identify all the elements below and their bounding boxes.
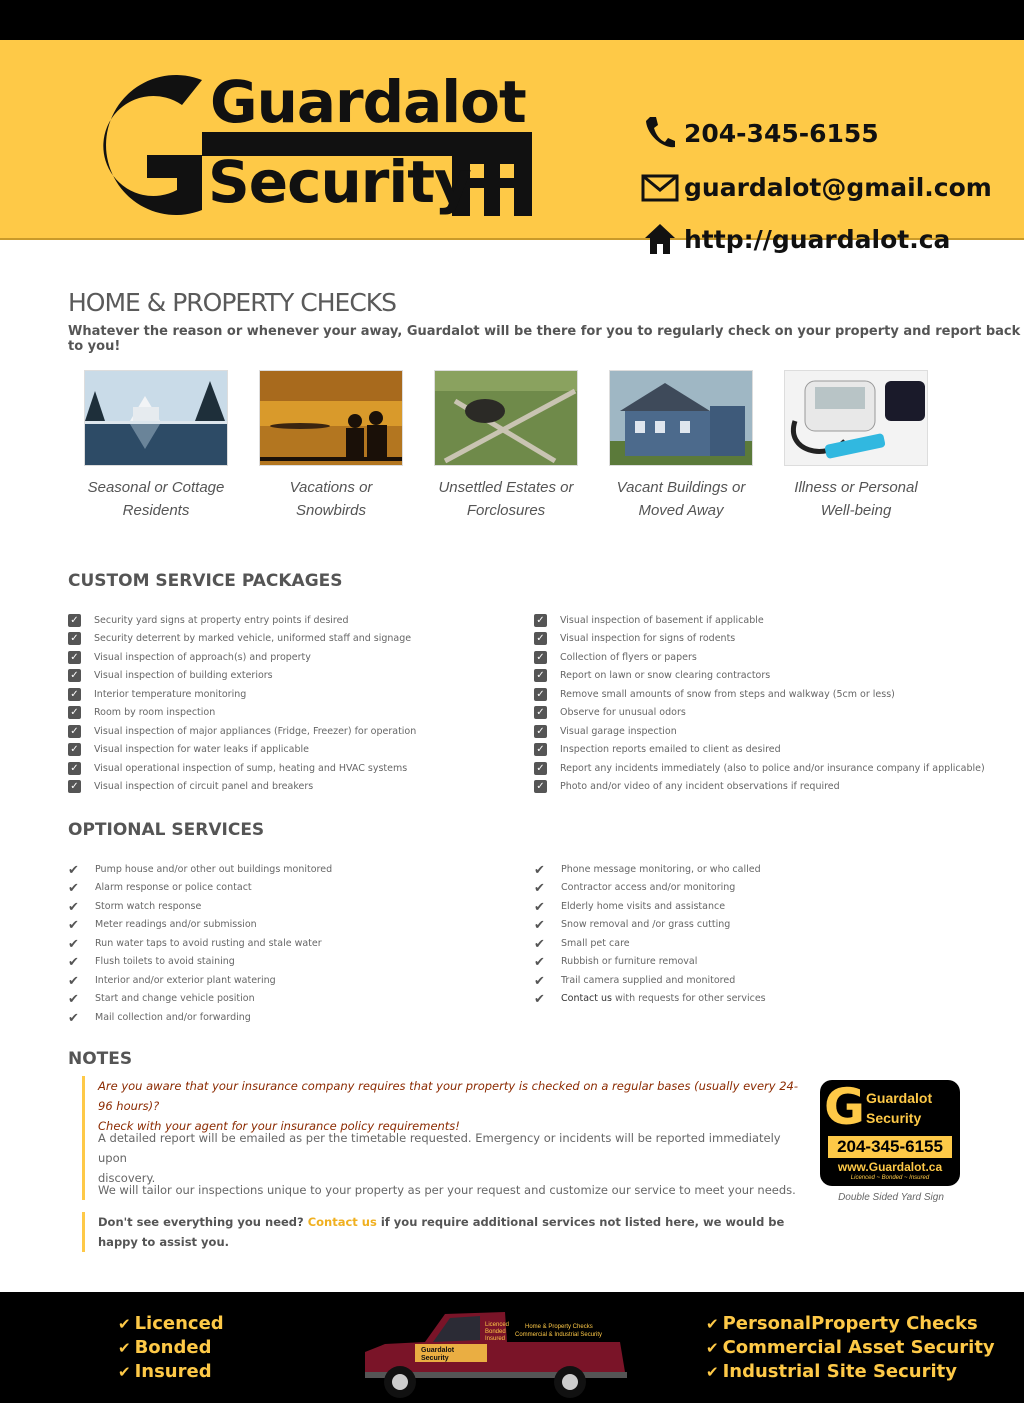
list-item: ✓ Visual inspection of approach(s) and property [68,648,528,667]
svg-text:Bonded: Bonded [485,1329,506,1335]
checkmark-icon: ✔ [118,1339,131,1357]
footer-item: ✔ Insured [118,1361,212,1382]
tile-caption-line1: Vacations or [289,479,373,496]
packages-heading: CUSTOM SERVICE PACKAGES [68,571,343,591]
list-item: ✓ Visual inspection of basement if applicable [534,611,994,630]
envelope-icon [640,167,680,207]
checkmark-icon: ✔ [534,954,545,970]
checkmark-icon: ✔ [534,935,545,951]
list-item: ✓ Visual inspection for signs of rodents [534,630,994,649]
svg-text:Commercial & Industrial Securi: Commercial & Industrial Security [515,1332,603,1338]
list-item: ✓ Photo and/or video of any incident observations if required [534,778,994,797]
checkmark-icon: ✔ [534,861,545,877]
checkmark-icon: ✔ [68,917,79,933]
tile-vacant [609,370,755,522]
list-item: ✔ Contractor access and/or monitoring [534,880,736,896]
list-item: ✔ Start and change vehicle position [68,991,255,1007]
list-item: ✓ Visual inspection of major appliances (Fridge, Freezer) for operation [68,722,528,741]
note-report: A detailed report will be emailed as per the timetable requested. Emergency or incidents will be reported immediately upon discovery. [82,1128,802,1188]
contact-website[interactable] [640,219,950,259]
contact-us-link[interactable]: Contact us [561,993,612,1005]
footer-item: ✔ Bonded [118,1337,212,1358]
blood-pressure-image [784,370,928,466]
checkmark-icon: ✔ [68,880,79,896]
footer-credentials [118,1312,224,1384]
optional-heading: OPTIONAL SERVICES [68,820,265,840]
checkbox-icon: ✓ [68,780,81,793]
yard-sign-image: G Guardalot Security 204-345-6155 www.Guardalot.ca Licenced ~ Bonded ~ Insured [820,1080,960,1186]
tile-caption-line1: Seasonal or Cottage [87,479,225,496]
packages-list-left [68,611,528,796]
tile-caption-line2: Moved Away [638,502,724,519]
checkmark-icon: ✔ [68,935,79,951]
tile-caption-line1: Illness or Personal [794,479,918,496]
list-item: ✔ Trail camera supplied and monitored [534,972,736,988]
tile-caption-line2: Forclosures [466,502,546,519]
footer-services [706,1312,995,1384]
tile-caption-line1: Vacant Buildings or [616,479,746,496]
checkbox-icon: ✓ [68,632,81,645]
list-item: ✔ Storm watch response [68,898,202,914]
list-item: ✔ Rubbish or furniture removal [534,954,698,970]
list-item: ✓ Room by room inspection [68,704,528,723]
checkbox-icon: ✓ [534,725,547,738]
tile-estates [434,370,580,522]
tile-caption-line2: Snowbirds [295,502,367,519]
svg-text:Home & Property Checks: Home & Property Checks [525,1324,593,1330]
checkbox-icon: ✓ [68,725,81,738]
company-logo[interactable] [52,60,552,230]
checkbox-icon: ✓ [534,743,547,756]
list-item [534,990,994,1009]
list-item: ✔ Interior and/or exterior plant watering [68,972,276,988]
tile-caption-line1: Unsettled Estates or [438,479,574,496]
list-item: ✓ Report on lawn or snow clearing contractors [534,667,994,686]
checkmark-icon: ✔ [68,898,79,914]
top-black-bar [0,0,1024,40]
checkbox-icon: ✓ [534,632,547,645]
list-item: ✓ Report any incidents immediately (also to police and/or insurance company if applicable) [534,759,994,778]
checkmark-icon: ✔ [534,991,545,1007]
header-banner [0,40,1024,254]
checkmark-icon: ✔ [534,917,545,933]
list-item: ✓ Visual operational inspection of sump, heating and HVAC systems [68,759,528,778]
website-url: http://guardalot.ca [684,224,951,254]
email-address: guardalot@gmail.com [684,172,992,202]
yard-sign [820,1080,962,1203]
checkbox-icon: ✓ [68,651,81,664]
checkbox-icon: ✓ [534,780,547,793]
logo-text-guardalot: Guardalot [210,68,526,136]
checkmark-icon: ✔ [706,1315,719,1333]
contact-email[interactable] [640,167,992,207]
phone-number: 204-345-6155 [684,118,879,148]
logo-text-security: Security [208,148,471,216]
list-item: ✓ Visual inspection of building exteriors [68,667,528,686]
list-item: ✓ Visual garage inspection [534,722,994,741]
checkbox-icon: ✓ [68,614,81,627]
overgrown-lot-image [434,370,578,466]
yard-sign-caption: Double Sided Yard Sign [838,1192,944,1203]
cottage-lake-image [84,370,228,466]
footer-item: ✔ Industrial Site Security [706,1361,957,1382]
vacant-house-image [609,370,753,466]
checkmark-icon: ✔ [534,880,545,896]
optional-list-left [68,860,528,1027]
svg-text:Insured: Insured [485,1336,506,1342]
checkmark-icon: ✔ [118,1363,131,1381]
note-insurance: Are you aware that your insurance company requires that your property is checked on a regular bases (usually every 24-96 hours)? Check with your agent for your insurance policy requirements! [82,1076,802,1136]
list-item: ✓ Visual inspection of circuit panel and breakers [68,778,528,797]
list-item: ✔ Snow removal and /or grass cutting [534,917,731,933]
phone-icon [640,113,680,153]
list-item: ✔ Alarm response or police contact [68,880,252,896]
checkbox-icon: ✓ [534,688,547,701]
page-title: HOME & PROPERTY CHECKS [68,288,397,317]
checkmark-icon: ✔ [68,954,79,970]
list-item: ✔ Run water taps to avoid rusting and stale water [68,935,322,951]
checkmark-icon: ✔ [68,991,79,1007]
checkbox-icon: ✓ [68,762,81,775]
checkbox-icon: ✓ [534,651,547,664]
list-item: ✔ Mail collection and/or forwarding [68,1009,251,1025]
checkbox-icon: ✓ [68,688,81,701]
checkbox-icon: ✓ [68,743,81,756]
checkbox-icon: ✓ [534,669,547,682]
list-item: ✔ Flush toilets to avoid staining [68,954,235,970]
list-item: ✔ Elderly home visits and assistance [534,898,726,914]
checkmark-icon: ✔ [706,1363,719,1381]
tile-caption-line2: Residents [122,502,190,519]
situation-tiles [84,370,944,530]
contact-us-text: with requests for other services [611,993,766,1005]
checkbox-icon: ✓ [534,614,547,627]
tile-vacations [259,370,405,522]
intro-text: Whatever the reason or whenever your away, Guardalot will be there for you to regularly check on your property and report back to you! [68,324,1021,354]
svg-text:Licenced: Licenced [485,1322,510,1328]
note-contact: Don't see everything you need? Contact us if you require additional services not listed here, we would be happy to assist you. [82,1212,802,1252]
note-tailor: We will tailor our inspections unique to your property as per your request and customize our service to meet your needs. [82,1180,796,1200]
checkmark-icon: ✔ [706,1339,719,1357]
sunset-couple-image [259,370,403,466]
list-item: ✔ Pump house and/or other out buildings monitored [68,861,333,877]
list-item: ✓ Remove small amounts of snow from steps and walkway (5cm or less) [534,685,994,704]
svg-text:Security: Security [421,1355,449,1362]
optional-list-right [534,860,994,1008]
home-icon [640,219,680,259]
truck-image [355,1300,635,1400]
checkbox-icon: ✓ [534,762,547,775]
tile-seasonal [84,370,230,522]
tile-illness [784,370,930,522]
footer-item: ✔ Licenced [118,1313,224,1334]
notes-heading: NOTES [68,1049,133,1069]
list-item: ✔ Small pet care [534,935,630,951]
list-item: ✓ Collection of flyers or papers [534,648,994,667]
footer-item: ✔ PersonalProperty Checks [706,1313,978,1334]
list-item: ✓ Visual inspection for water leaks if applicable [68,741,528,760]
list-item: ✓ Security yard signs at property entry points if desired [68,611,528,630]
list-item: ✓ Interior temperature monitoring [68,685,528,704]
svg-text:Guardalot: Guardalot [421,1347,455,1354]
footer-banner [0,1292,1024,1403]
packages-list-right [534,611,994,796]
checkmark-icon: ✔ [118,1315,131,1333]
checkbox-icon: ✓ [534,706,547,719]
contact-phone[interactable] [640,113,879,153]
list-item: ✓ Observe for unusual odors [534,704,994,723]
checkmark-icon: ✔ [534,898,545,914]
checkbox-icon: ✓ [68,669,81,682]
checkbox-icon: ✓ [68,706,81,719]
checkmark-icon: ✔ [534,972,545,988]
list-item: ✓ Inspection reports emailed to client as desired [534,741,994,760]
list-item: ✓ Security deterrent by marked vehicle, uniformed staff and signage [68,630,528,649]
tile-caption-line2: Well-being [820,502,892,519]
contact-us-link[interactable]: Contact us [307,1215,377,1229]
list-item: ✔ Meter readings and/or submission [68,917,257,933]
checkmark-icon: ✔ [68,1009,79,1025]
footer-item: ✔ Commercial Asset Security [706,1337,995,1358]
list-item: ✔ Phone message monitoring, or who called [534,861,761,877]
checkmark-icon: ✔ [68,972,79,988]
checkmark-icon: ✔ [68,861,79,877]
